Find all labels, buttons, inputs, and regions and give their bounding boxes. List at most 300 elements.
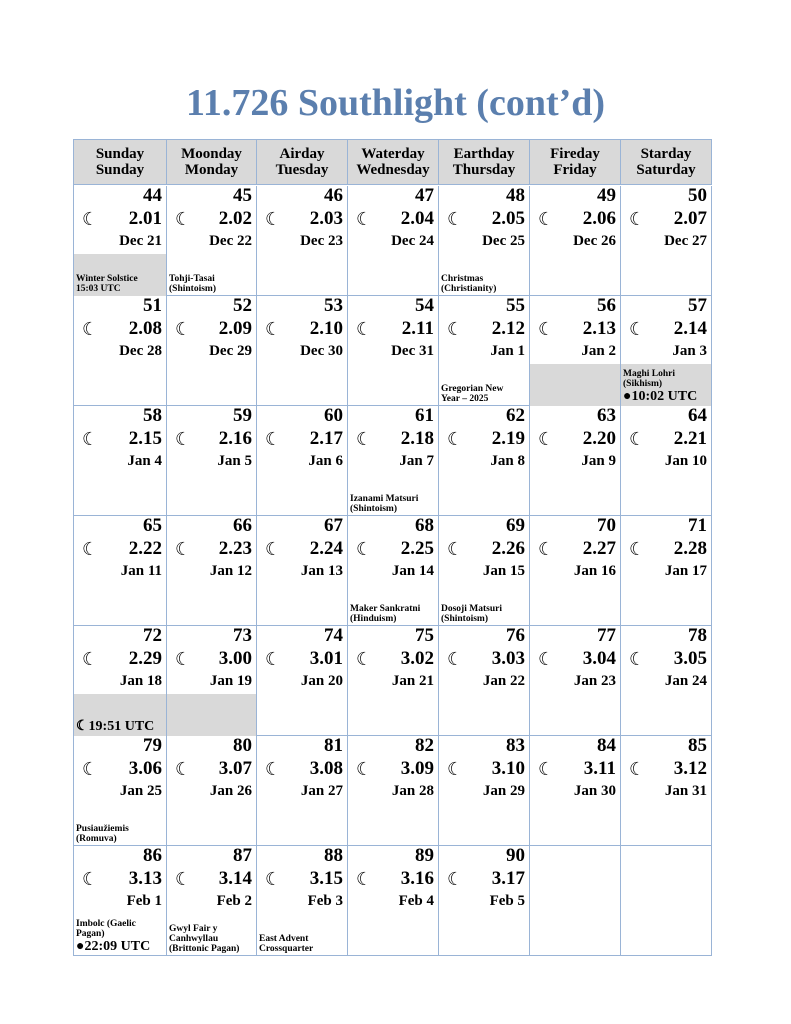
crescent-moon-icon: ☾ — [538, 759, 555, 779]
crescent-moon-icon: ☾ — [175, 759, 192, 779]
event-line: (Christianity) — [441, 284, 497, 294]
moon-phase-event: ☾19:51 UTC — [76, 719, 155, 734]
day-cell — [439, 406, 530, 516]
gregorian-date: Jan 1 — [490, 343, 525, 359]
gregorian-date: Jan 9 — [581, 453, 616, 469]
gregorian-date: Jan 30 — [573, 783, 616, 799]
event-note — [76, 919, 150, 954]
day-number: 59 — [233, 405, 252, 426]
crescent-moon-icon: ☾ — [175, 209, 192, 229]
day-header-custom: Airday — [279, 146, 325, 162]
day-cell — [74, 406, 167, 516]
alt-date: 2.28 — [673, 538, 707, 559]
crescent-moon-icon: ☾ — [629, 319, 646, 339]
day-header-standard: Tuesday — [275, 162, 329, 178]
event-note — [350, 604, 420, 624]
day-cell — [621, 186, 712, 296]
day-number: 80 — [233, 735, 252, 756]
crescent-moon-icon: ☾ — [265, 539, 282, 559]
gregorian-date: Jan 17 — [664, 563, 707, 579]
alt-date: 3.16 — [400, 868, 434, 889]
alt-date: 2.08 — [128, 318, 162, 339]
gregorian-date: Jan 15 — [482, 563, 525, 579]
crescent-moon-icon: ☾ — [175, 319, 192, 339]
alt-date: 2.02 — [218, 208, 252, 229]
crescent-moon-icon: ☾ — [82, 429, 99, 449]
crescent-moon-icon: ☾ — [265, 319, 282, 339]
alt-date: 3.06 — [128, 758, 162, 779]
gregorian-date: Jan 24 — [664, 673, 707, 689]
day-cell — [167, 186, 257, 296]
crescent-moon-icon: ☾ — [82, 319, 99, 339]
crescent-moon-icon: ☾ — [175, 539, 192, 559]
alt-date: 2.29 — [128, 648, 162, 669]
alt-date: 2.24 — [309, 538, 343, 559]
day-header-standard: Thursday — [452, 162, 516, 178]
gregorian-date: Jan 19 — [209, 673, 252, 689]
event-note — [169, 924, 239, 954]
alt-date: 3.14 — [218, 868, 252, 889]
day-number: 85 — [688, 735, 707, 756]
event-line: Pagan) — [76, 929, 105, 939]
crescent-moon-icon: ☾ — [538, 429, 555, 449]
crescent-moon-icon: ☾ — [538, 649, 555, 669]
day-number: 46 — [324, 185, 343, 206]
day-number: 53 — [324, 295, 343, 316]
day-cell — [530, 186, 621, 296]
gregorian-date: Jan 6 — [308, 453, 343, 469]
event-line: Christmas — [441, 274, 484, 284]
gregorian-date: Feb 2 — [216, 893, 252, 909]
crescent-moon-icon: ☾ — [538, 209, 555, 229]
day-number: 61 — [415, 405, 434, 426]
day-header-standard: Sunday — [95, 162, 145, 178]
day-number: 48 — [506, 185, 525, 206]
event-line: Winter Solstice — [76, 274, 138, 284]
day-number: 71 — [688, 515, 707, 536]
day-header — [74, 140, 167, 185]
crescent-moon-icon: ☾ — [447, 869, 464, 889]
alt-date: 3.05 — [673, 648, 707, 669]
event-line: Gwyl Fair y — [169, 924, 218, 934]
crescent-moon-icon: ☾ — [447, 429, 464, 449]
day-number: 56 — [597, 295, 616, 316]
day-cell — [74, 296, 167, 406]
day-number: 65 — [143, 515, 162, 536]
day-header-standard: Monday — [184, 162, 239, 178]
alt-date: 2.04 — [400, 208, 434, 229]
event-line: Dosoji Matsuri — [441, 604, 502, 614]
alt-date: 3.04 — [582, 648, 616, 669]
alt-date: 2.26 — [491, 538, 525, 559]
day-header — [439, 140, 530, 185]
day-cell — [439, 736, 530, 846]
crescent-moon-icon: ☾ — [265, 649, 282, 669]
alt-date: 2.22 — [128, 538, 162, 559]
alt-date: 2.01 — [128, 208, 162, 229]
event-note — [441, 274, 496, 294]
day-header-standard: Saturday — [636, 162, 696, 178]
day-number: 90 — [506, 845, 525, 866]
event-note — [76, 274, 138, 294]
event-line: Pusiaužiemis — [76, 824, 129, 834]
day-cell — [74, 626, 167, 736]
event-line: East Advent — [259, 934, 309, 944]
gregorian-date: Dec 25 — [482, 233, 525, 249]
gregorian-date: Dec 21 — [119, 233, 162, 249]
day-cell — [621, 736, 712, 846]
event-line: (Sikhism) — [623, 379, 663, 389]
day-number: 74 — [324, 625, 343, 646]
day-cell — [257, 846, 348, 956]
event-line: Maker Sankratni — [350, 604, 421, 614]
crescent-moon-icon: ☾ — [356, 539, 373, 559]
event-line: Canhwyllau — [169, 934, 219, 944]
crescent-moon-icon: ☾ — [356, 319, 373, 339]
alt-date: 2.03 — [309, 208, 343, 229]
alt-date: 3.00 — [218, 648, 252, 669]
alt-date: 2.09 — [218, 318, 252, 339]
alt-date: 2.07 — [673, 208, 707, 229]
day-number: 47 — [415, 185, 434, 206]
day-cell — [439, 296, 530, 406]
gregorian-date: Jan 29 — [482, 783, 525, 799]
alt-date: 2.14 — [673, 318, 707, 339]
event-note — [441, 604, 502, 624]
day-number: 86 — [143, 845, 162, 866]
day-cell — [257, 406, 348, 516]
day-number: 49 — [597, 185, 616, 206]
gregorian-date: Jan 21 — [391, 673, 434, 689]
event-line: Izanami Matsuri — [350, 494, 419, 504]
day-number: 87 — [233, 845, 252, 866]
day-cell — [257, 296, 348, 406]
crescent-moon-icon: ☾ — [175, 429, 192, 449]
gregorian-date: Jan 14 — [391, 563, 434, 579]
day-cell — [167, 406, 257, 516]
day-number: 45 — [233, 185, 252, 206]
gregorian-date: Dec 29 — [209, 343, 252, 359]
event-note — [76, 824, 129, 844]
day-number: 77 — [597, 625, 616, 646]
day-cell — [167, 846, 257, 956]
day-cell — [167, 516, 257, 626]
alt-date: 3.09 — [400, 758, 434, 779]
event-line: Year – 2025 — [441, 394, 489, 404]
gregorian-date: Jan 23 — [573, 673, 616, 689]
event-line: Crossquarter — [259, 944, 314, 954]
gregorian-date: Jan 16 — [573, 563, 616, 579]
day-number: 79 — [143, 735, 162, 756]
day-header — [621, 140, 712, 185]
gregorian-date: Feb 4 — [398, 893, 434, 909]
crescent-moon-icon: ☾ — [447, 759, 464, 779]
day-cell — [74, 736, 167, 846]
day-header-custom: Starday — [640, 146, 692, 162]
event-note — [169, 274, 216, 294]
gregorian-date: Jan 11 — [120, 563, 162, 579]
event-line: 15:03 UTC — [76, 284, 121, 294]
day-header — [257, 140, 348, 185]
day-cell — [348, 296, 439, 406]
crescent-moon-icon: ☾ — [265, 759, 282, 779]
day-header-custom: Waterday — [361, 146, 425, 162]
alt-date: 3.12 — [673, 758, 707, 779]
crescent-moon-icon: ☾ — [538, 539, 555, 559]
day-header-standard: Friday — [553, 162, 597, 178]
crescent-moon-icon: ☾ — [82, 869, 99, 889]
day-header-custom: Fireday — [550, 146, 600, 162]
day-number: 82 — [415, 735, 434, 756]
alt-date: 2.23 — [218, 538, 252, 559]
crescent-moon-icon: ☾ — [82, 759, 99, 779]
moon-phase-event: ●22:09 UTC — [76, 939, 151, 954]
day-cell — [530, 296, 621, 406]
day-cell — [439, 626, 530, 736]
alt-date: 3.15 — [309, 868, 343, 889]
day-cell — [74, 186, 167, 296]
day-number: 44 — [143, 185, 162, 206]
calendar-grid — [73, 139, 712, 956]
day-header-standard: Wednesday — [356, 162, 430, 178]
gregorian-date: Jan 25 — [119, 783, 162, 799]
gregorian-date: Dec 27 — [664, 233, 707, 249]
gregorian-date: Jan 31 — [664, 783, 707, 799]
gregorian-date: Jan 3 — [672, 343, 707, 359]
day-cell — [167, 626, 257, 736]
day-number: 76 — [506, 625, 525, 646]
event-line: (Romuva) — [76, 834, 117, 844]
crescent-moon-icon: ☾ — [447, 319, 464, 339]
alt-date: 2.10 — [309, 318, 343, 339]
day-number: 67 — [324, 515, 343, 536]
day-number: 89 — [415, 845, 434, 866]
day-number: 72 — [143, 625, 162, 646]
event-note — [623, 369, 697, 404]
alt-date: 3.07 — [218, 758, 252, 779]
alt-date: 2.20 — [582, 428, 616, 449]
day-number: 68 — [415, 515, 434, 536]
event-note — [76, 719, 154, 734]
crescent-moon-icon: ☾ — [447, 539, 464, 559]
day-cell — [74, 846, 167, 956]
crescent-moon-icon: ☾ — [356, 759, 373, 779]
alt-date: 3.10 — [491, 758, 525, 779]
day-cell — [621, 846, 712, 956]
crescent-moon-icon: ☾ — [356, 209, 373, 229]
day-cell — [530, 846, 621, 956]
day-number: 63 — [597, 405, 616, 426]
day-cell — [257, 736, 348, 846]
crescent-moon-icon: ☾ — [82, 209, 99, 229]
alt-date: 2.21 — [673, 428, 707, 449]
day-number: 55 — [506, 295, 525, 316]
event-note — [350, 494, 418, 514]
crescent-moon-icon: ☾ — [629, 209, 646, 229]
day-cell — [348, 516, 439, 626]
day-cell — [530, 626, 621, 736]
gregorian-date: Jan 13 — [300, 563, 343, 579]
alt-date: 3.02 — [400, 648, 434, 669]
day-number: 83 — [506, 735, 525, 756]
crescent-moon-icon: ☾ — [629, 649, 646, 669]
gregorian-date: Jan 5 — [217, 453, 252, 469]
day-number: 66 — [233, 515, 252, 536]
gregorian-date: Jan 22 — [482, 673, 525, 689]
gregorian-date: Jan 7 — [399, 453, 434, 469]
gregorian-date: Feb 5 — [489, 893, 525, 909]
alt-date: 2.16 — [218, 428, 252, 449]
day-number: 84 — [597, 735, 616, 756]
day-number: 57 — [688, 295, 707, 316]
crescent-moon-icon: ☾ — [175, 649, 192, 669]
alt-date: 2.18 — [400, 428, 434, 449]
gregorian-date: Dec 22 — [209, 233, 252, 249]
event-line: Tohji-Tasai — [169, 274, 215, 284]
gregorian-date: Dec 26 — [573, 233, 616, 249]
day-cell — [348, 186, 439, 296]
gregorian-date: Jan 10 — [664, 453, 707, 469]
day-number: 88 — [324, 845, 343, 866]
day-cell — [530, 736, 621, 846]
day-number: 58 — [143, 405, 162, 426]
alt-date: 2.25 — [400, 538, 434, 559]
crescent-moon-icon: ☾ — [265, 429, 282, 449]
alt-date: 3.03 — [491, 648, 525, 669]
alt-date: 3.08 — [309, 758, 343, 779]
day-number: 50 — [688, 185, 707, 206]
day-number: 52 — [233, 295, 252, 316]
crescent-moon-icon: ☾ — [447, 209, 464, 229]
day-number: 51 — [143, 295, 162, 316]
day-cell — [74, 516, 167, 626]
gregorian-date: Dec 31 — [391, 343, 434, 359]
gregorian-date: Jan 8 — [490, 453, 525, 469]
day-number: 75 — [415, 625, 434, 646]
alt-date: 2.27 — [582, 538, 616, 559]
crescent-moon-icon: ☾ — [447, 649, 464, 669]
day-number: 70 — [597, 515, 616, 536]
event-line: (Hinduism) — [350, 614, 397, 624]
day-header-custom: Moonday — [181, 146, 242, 162]
alt-date: 3.01 — [309, 648, 343, 669]
day-cell — [167, 736, 257, 846]
day-number: 54 — [415, 295, 434, 316]
day-number: 62 — [506, 405, 525, 426]
day-cell — [348, 736, 439, 846]
day-number: 81 — [324, 735, 343, 756]
event-line: Maghi Lohri — [623, 369, 675, 379]
alt-date: 3.13 — [128, 868, 162, 889]
day-cell — [167, 296, 257, 406]
shaded-area — [167, 694, 256, 736]
crescent-moon-icon: ☾ — [629, 539, 646, 559]
day-cell — [439, 186, 530, 296]
crescent-moon-icon: ☾ — [538, 319, 555, 339]
moon-phase-event: ●10:02 UTC — [623, 389, 698, 404]
alt-date: 3.11 — [583, 758, 616, 779]
alt-date: 2.19 — [491, 428, 525, 449]
shaded-area — [530, 364, 620, 406]
alt-date: 2.06 — [582, 208, 616, 229]
event-line: (Brittonic Pagan) — [169, 944, 240, 954]
alt-date: 2.17 — [309, 428, 343, 449]
day-cell — [257, 186, 348, 296]
gregorian-date: Feb 1 — [126, 893, 162, 909]
gregorian-date: Jan 12 — [209, 563, 252, 579]
day-number: 60 — [324, 405, 343, 426]
day-header-custom: Earthday — [453, 146, 515, 162]
day-cell — [530, 406, 621, 516]
crescent-moon-icon: ☾ — [265, 869, 282, 889]
event-note — [441, 384, 503, 404]
gregorian-date: Dec 24 — [391, 233, 434, 249]
day-cell — [257, 516, 348, 626]
crescent-moon-icon: ☾ — [82, 649, 99, 669]
crescent-moon-icon: ☾ — [356, 649, 373, 669]
crescent-moon-icon: ☾ — [629, 429, 646, 449]
event-line: Imbolc (Gaelic — [76, 919, 136, 929]
day-number: 78 — [688, 625, 707, 646]
gregorian-date: Jan 18 — [119, 673, 162, 689]
alt-date: 2.11 — [401, 318, 434, 339]
gregorian-date: Jan 4 — [127, 453, 162, 469]
gregorian-date: Dec 28 — [119, 343, 162, 359]
gregorian-date: Jan 27 — [300, 783, 343, 799]
day-cell — [621, 296, 712, 406]
day-cell — [257, 626, 348, 736]
day-number: 64 — [688, 405, 707, 426]
gregorian-date: Feb 3 — [307, 893, 343, 909]
day-header-custom: Sunday — [95, 146, 145, 162]
crescent-moon-icon: ☾ — [356, 429, 373, 449]
gregorian-date: Jan 26 — [209, 783, 252, 799]
event-line: (Shintoism) — [169, 284, 216, 294]
day-cell — [348, 846, 439, 956]
alt-date: 2.13 — [582, 318, 616, 339]
day-header — [530, 140, 621, 185]
gregorian-date: Jan 20 — [300, 673, 343, 689]
crescent-moon-icon: ☾ — [356, 869, 373, 889]
alt-date: 2.12 — [491, 318, 525, 339]
alt-date: 2.05 — [491, 208, 525, 229]
gregorian-date: Dec 23 — [300, 233, 343, 249]
day-cell — [348, 406, 439, 516]
event-line: (Shintoism) — [441, 614, 488, 624]
day-number: 73 — [233, 625, 252, 646]
event-line: (Shintoism) — [350, 504, 397, 514]
crescent-moon-icon: ☾ — [629, 759, 646, 779]
alt-date: 3.17 — [491, 868, 525, 889]
day-cell — [439, 516, 530, 626]
alt-date: 2.15 — [128, 428, 162, 449]
crescent-moon-icon: ☾ — [82, 539, 99, 559]
event-line: Gregorian New — [441, 384, 504, 394]
day-cell — [621, 626, 712, 736]
page-title: 11.726 Southlight (cont’d) — [185, 82, 606, 124]
day-cell — [348, 626, 439, 736]
gregorian-date: Jan 28 — [391, 783, 434, 799]
gregorian-date: Jan 2 — [581, 343, 616, 359]
gregorian-date: Dec 30 — [300, 343, 343, 359]
day-cell — [621, 516, 712, 626]
day-header — [167, 140, 257, 185]
day-cell — [439, 846, 530, 956]
day-number: 69 — [506, 515, 525, 536]
crescent-moon-icon: ☾ — [265, 209, 282, 229]
day-header — [348, 140, 439, 185]
day-cell — [621, 406, 712, 516]
